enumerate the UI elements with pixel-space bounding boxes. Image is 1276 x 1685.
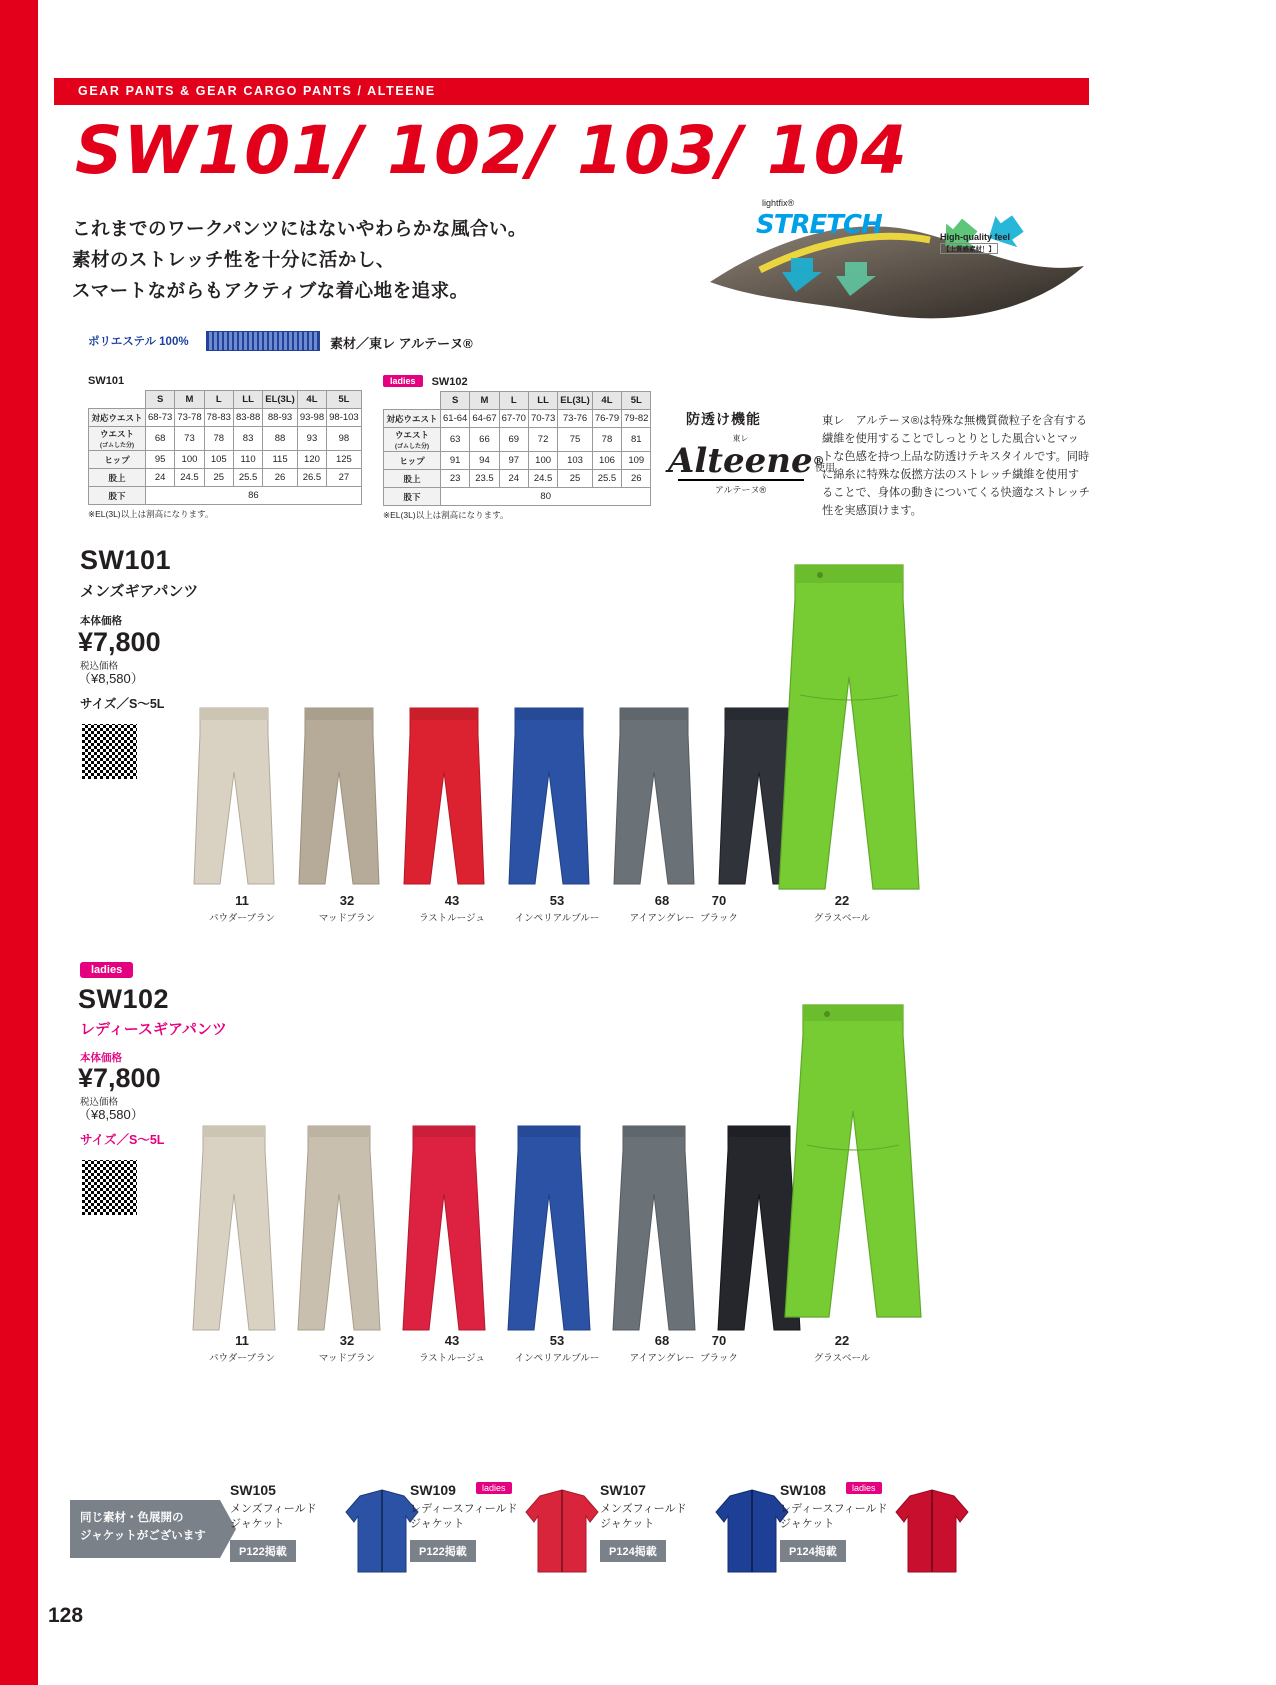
color-no: 53 (549, 893, 565, 908)
alteene-brand-text: Alteene (668, 441, 813, 481)
row-head-label: ウエスト (394, 430, 429, 440)
cell: 86 (146, 487, 362, 505)
related-tag-line2: ジャケットがございます (80, 1530, 206, 1542)
cell: 24 (499, 470, 528, 488)
color-swatch-caption (404, 1333, 500, 1364)
related-name-line1: メンズフィールド (600, 1503, 687, 1515)
size-table-note: ※EL(3L)以上は割高になります。 (383, 510, 509, 520)
cell: 78 (204, 427, 233, 451)
jacket-illustration (518, 1482, 606, 1586)
color-no: 11 (235, 893, 249, 908)
cell: 25.5 (233, 469, 262, 487)
cell: 110 (233, 451, 262, 469)
pants-row-sw101 (185, 700, 805, 910)
high-quality-note: 【上質感素材！】 (940, 243, 998, 254)
color-no: 70 (711, 893, 727, 908)
cell: 24.5 (175, 469, 204, 487)
col-head: M (470, 392, 499, 410)
product-code-sw101: SW101 (80, 545, 172, 575)
pants-hero-sw101 (760, 555, 970, 935)
color-name: アイアングレー (629, 913, 695, 924)
color-swatch-caption (509, 1333, 605, 1364)
page-spine (0, 0, 38, 1685)
cell: 26 (622, 470, 651, 488)
cell: 26.5 (297, 469, 326, 487)
color-no: 11 (235, 1333, 249, 1348)
cell: 73 (175, 427, 204, 451)
color-no: 68 (654, 1333, 670, 1348)
pants-illustration (613, 1126, 695, 1330)
color-name: マッドブラン (318, 1353, 376, 1364)
col-head: 4L (592, 392, 621, 410)
color-no: 68 (654, 893, 670, 908)
table-row (89, 451, 362, 469)
cell: 97 (499, 452, 528, 470)
pants-hero-sw102 (765, 995, 975, 1345)
size-table-note: ※EL(3L)以上は割高になります。 (88, 509, 214, 519)
cell: 68-73 (146, 409, 175, 427)
row-head: ヒップ (384, 452, 441, 470)
col-head: EL(3L) (263, 391, 298, 409)
cell: 25.5 (592, 470, 621, 488)
material-bar-fill (206, 331, 320, 351)
alteene-usage: 使用 (815, 463, 835, 474)
cell: 100 (528, 452, 557, 470)
size-table-sw101 (88, 375, 362, 520)
registered-icon: ® (812, 454, 825, 468)
related-code: SW107 (600, 1482, 646, 1498)
product-code-sw102: SW102 (78, 984, 170, 1014)
cell: 61-64 (441, 410, 470, 428)
page-number: 128 (48, 1604, 84, 1627)
col-head: 5L (622, 392, 651, 410)
bouke-feature-title: 防透け機能 (686, 411, 761, 427)
cell: 23.5 (470, 470, 499, 488)
col-head: LL (528, 392, 557, 410)
cell: 64-67 (470, 410, 499, 428)
cell: 88-93 (263, 409, 298, 427)
related-name (230, 1502, 317, 1532)
related-name-line1: レディースフィールド (410, 1503, 518, 1515)
related-name (410, 1502, 517, 1532)
color-name: ブラック (700, 1353, 738, 1364)
color-name: インペリアルブルー (514, 913, 600, 924)
cell: 100 (175, 451, 204, 469)
col-head: S (441, 392, 470, 410)
material-composition-label: ポリエステル 100% (88, 336, 189, 348)
pants-illustration (509, 708, 589, 884)
alteene-logo (668, 433, 835, 496)
cell: 78 (592, 428, 621, 452)
col-head: LL (233, 391, 262, 409)
cell: 78-83 (204, 409, 233, 427)
corner-cell (384, 392, 441, 410)
toray-label: 東レ (732, 434, 749, 443)
size-range-sw102: サイズ／S〜5L (80, 1133, 165, 1147)
breadcrumb: GEAR PANTS & GEAR CARGO PANTS / ALTEENE (78, 84, 436, 98)
size-range-sw101: サイズ／S〜5L (80, 697, 165, 711)
related-tag (70, 1500, 220, 1558)
cell: 72 (528, 428, 557, 452)
col-head: S (146, 391, 175, 409)
row-head: 股上 (89, 469, 146, 487)
table-row (89, 487, 362, 505)
page-title: SW101/ 102/ 103/ 104 (75, 112, 908, 189)
tax-price-sw102: （¥8,580） (78, 1107, 144, 1122)
cell: 67-70 (499, 410, 528, 428)
row-head: 股下 (384, 488, 441, 506)
pants-illustration (614, 708, 694, 884)
cell: 109 (622, 452, 651, 470)
related-page-badge[interactable]: P124掲載 (780, 1540, 846, 1562)
pants-illustration (404, 708, 484, 884)
cell: 103 (558, 452, 593, 470)
cell: 24 (146, 469, 175, 487)
cell: 25 (558, 470, 593, 488)
cell: 76-79 (592, 410, 621, 428)
col-head: EL(3L) (558, 392, 593, 410)
alteene-description: 東レ アルテーヌ®は特殊な無機質微粒子を含有する繊維を使用することでしっとりとした風合いとマットな色感を持つ上品な防透けテキスタイルです。同時に綿糸に特殊な仮撚方法のストレッチ繊維を使用することで、身体の動きについてくる快適なストレッチ性を実感頂けます。 (822, 415, 1090, 517)
size-table-sw102 (383, 375, 651, 521)
row-head-sub: (ゴムした分) (395, 444, 429, 450)
color-name: パウダーブラン (209, 1353, 275, 1364)
color-swatch-caption (509, 893, 605, 924)
related-code: SW109 (410, 1482, 456, 1498)
color-swatch-caption (404, 893, 500, 924)
table-row (89, 469, 362, 487)
cell: 79-82 (622, 410, 651, 428)
color-name: パウダーブラン (209, 913, 275, 924)
cell: 26 (263, 469, 298, 487)
table-row (89, 409, 362, 427)
row-head-sub: (ゴムした分) (100, 443, 134, 449)
cell: 83 (233, 427, 262, 451)
tax-price-sw101: （¥8,580） (78, 671, 144, 686)
row-head (89, 427, 146, 451)
color-swatch-caption (671, 893, 767, 924)
cell: 69 (499, 428, 528, 452)
high-quality-text: High-quality feel (940, 232, 1011, 242)
color-no: 32 (339, 893, 355, 908)
cell: 93-98 (297, 409, 326, 427)
lead-line-3: スマートながらもアクティブな着心地を追求。 (72, 280, 469, 301)
high-quality-callout (940, 232, 1010, 254)
related-jackets (70, 1478, 1090, 1590)
color-no: 43 (444, 893, 460, 908)
color-name: ブラック (700, 913, 738, 924)
table-row (384, 470, 651, 488)
related-name-line1: レディースフィールド (780, 1503, 888, 1515)
related-name-line2: ジャケット (410, 1518, 465, 1530)
alteene-brand-jp: アルテーヌ® (714, 485, 767, 495)
breadcrumb-bar (54, 78, 1089, 105)
color-swatch-caption (194, 1333, 290, 1364)
row-head-label: ウエスト (99, 429, 134, 439)
cell: 98 (327, 427, 362, 451)
related-page-badge[interactable]: P122掲載 (230, 1540, 296, 1562)
cell: 25 (204, 469, 233, 487)
color-no: 43 (444, 1333, 460, 1348)
pants-illustration (194, 708, 274, 884)
cell: 94 (470, 452, 499, 470)
col-head: L (204, 391, 233, 409)
price-label-sw102: 本体価格 (80, 1052, 122, 1064)
row-head: 対応ウエスト (384, 410, 441, 428)
pants-illustration (403, 1126, 485, 1330)
cell: 93 (297, 427, 326, 451)
color-name: アイアングレー (629, 1353, 695, 1364)
cell: 105 (204, 451, 233, 469)
pants-illustration (298, 1126, 380, 1330)
table-row (384, 488, 651, 506)
cell: 98-103 (327, 409, 362, 427)
col-head: 5L (327, 391, 362, 409)
cell: 81 (622, 428, 651, 452)
cell: 120 (297, 451, 326, 469)
size-table-caption: SW101 (88, 375, 125, 387)
corner-cell (89, 391, 146, 409)
product-name-sw102: レディースギアパンツ (80, 1021, 227, 1038)
color-swatch-caption (194, 893, 290, 924)
cell: 63 (441, 428, 470, 452)
cell: 115 (263, 451, 298, 469)
pants-illustration (299, 708, 379, 884)
color-swatch-caption (299, 1333, 395, 1364)
table-row (384, 410, 651, 428)
price-sw102: ¥7,800 (78, 1063, 161, 1093)
ladies-badge: ladies (846, 1482, 882, 1494)
related-page-badge[interactable]: P122掲載 (410, 1540, 476, 1562)
material-name: 素材／東レ アルテーヌ® (330, 336, 473, 351)
color-swatch-caption (794, 893, 890, 924)
color-swatch-caption (794, 1333, 890, 1364)
color-name: グラスベール (813, 913, 871, 924)
color-swatch-caption (299, 893, 395, 924)
related-name-line2: ジャケット (230, 1518, 285, 1530)
qr-code-sw102[interactable] (80, 1158, 139, 1217)
cell: 75 (558, 428, 593, 452)
cell: 73-76 (558, 410, 593, 428)
price-sw101: ¥7,800 (78, 627, 161, 657)
cell: 24.5 (528, 470, 557, 488)
related-name (600, 1502, 687, 1532)
related-code: SW108 (780, 1482, 826, 1498)
color-no: 22 (834, 893, 850, 908)
tax-label-sw101: 税込価格 (80, 661, 119, 672)
color-no: 53 (549, 1333, 565, 1348)
col-head: M (175, 391, 204, 409)
qr-code-sw101[interactable] (80, 722, 139, 781)
lead-line-2: 素材のストレッチ性を十分に活かし、 (72, 249, 395, 270)
lead-line-1: これまでのワークパンツにはないやわらかな風合い。 (72, 218, 527, 239)
color-name: インペリアルブルー (514, 1353, 600, 1364)
cell: 88 (263, 427, 298, 451)
related-item[interactable] (780, 1478, 1030, 1590)
row-head: ヒップ (89, 451, 146, 469)
col-head: L (499, 392, 528, 410)
tax-label-sw102: 税込価格 (80, 1097, 119, 1108)
row-head: 対応ウエスト (89, 409, 146, 427)
color-name: ラストルージュ (419, 913, 485, 924)
size-table-caption: SW102 (431, 376, 468, 388)
stretch-graphic (700, 196, 1090, 326)
color-swatch-caption (671, 1333, 767, 1364)
pants-illustration (193, 1126, 275, 1330)
related-page-badge[interactable]: P124掲載 (600, 1540, 666, 1562)
color-name: グラスベール (813, 1353, 871, 1364)
ladies-badge: ladies (383, 375, 423, 387)
cell: 95 (146, 451, 175, 469)
pants-row-sw102 (185, 1118, 805, 1358)
cell: 80 (441, 488, 651, 506)
cell: 125 (327, 451, 362, 469)
cell: 27 (327, 469, 362, 487)
related-name-line1: メンズフィールド (230, 1503, 317, 1515)
table-row (384, 452, 651, 470)
table-row (89, 427, 362, 451)
lightfix-label: lightfix® (762, 198, 795, 208)
cell: 106 (592, 452, 621, 470)
color-name: マッドブラン (318, 913, 376, 924)
material-composition-bar (88, 331, 323, 350)
row-head: 股下 (89, 487, 146, 505)
cell: 68 (146, 427, 175, 451)
pants-illustration (508, 1126, 590, 1330)
color-no: 32 (339, 1333, 355, 1348)
color-no: 22 (834, 1333, 850, 1348)
related-name-line2: ジャケット (780, 1518, 835, 1530)
related-name-line2: ジャケット (600, 1518, 655, 1530)
size-table-caption-wrap (383, 375, 651, 388)
col-head: 4L (297, 391, 326, 409)
cell: 73-78 (175, 409, 204, 427)
color-no: 70 (711, 1333, 727, 1348)
product-name-sw101: メンズギアパンツ (80, 583, 199, 600)
related-tag-line1: 同じ素材・色展開の (80, 1512, 184, 1524)
cell: 70-73 (528, 410, 557, 428)
jacket-illustration (888, 1482, 976, 1586)
price-label-sw101: 本体価格 (80, 615, 122, 627)
stretch-label: STRETCH (756, 210, 882, 240)
related-name (780, 1502, 887, 1532)
color-name: ラストルージュ (419, 1353, 485, 1364)
lead-copy (72, 213, 527, 306)
related-code: SW105 (230, 1482, 276, 1498)
row-head (384, 428, 441, 452)
ladies-badge-sw102: ladies (80, 962, 133, 978)
table-row (384, 428, 651, 452)
ladies-badge: ladies (476, 1482, 512, 1494)
cell: 91 (441, 452, 470, 470)
page-spine-gap (38, 0, 54, 1685)
row-head: 股上 (384, 470, 441, 488)
cell: 66 (470, 428, 499, 452)
cell: 83-88 (233, 409, 262, 427)
cell: 23 (441, 470, 470, 488)
